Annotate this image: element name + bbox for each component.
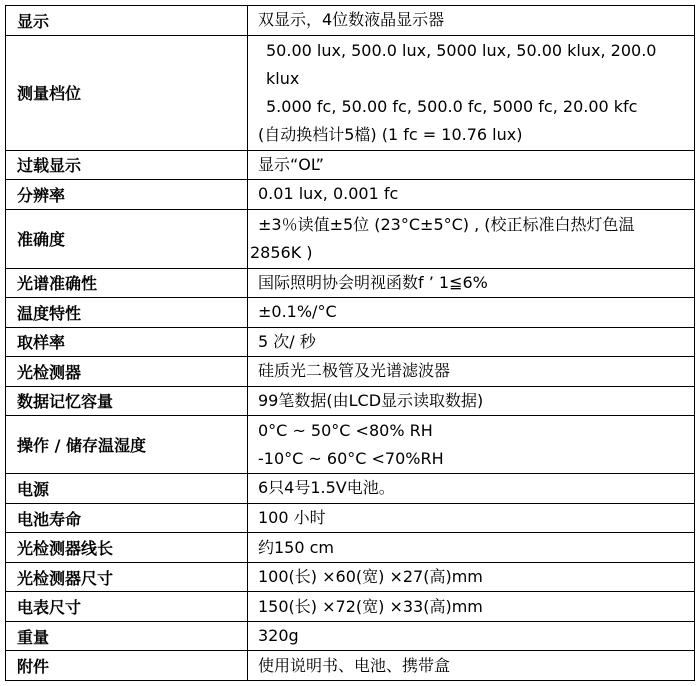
row-label: 光检测器尺寸 — [6, 562, 248, 592]
table-row — [6, 592, 695, 622]
row-value: 5 次/ 秒 — [248, 327, 695, 357]
table-row — [6, 180, 695, 210]
row-label: 光检测器线长 — [6, 533, 248, 563]
table-row — [6, 150, 695, 180]
table-row — [6, 562, 695, 592]
table-row — [6, 209, 695, 268]
table-row — [6, 268, 695, 298]
table-row — [6, 503, 695, 533]
row-value: 使用说明书、电池、携带盒 — [248, 651, 695, 681]
row-value: ±0.1%/°C — [248, 298, 695, 328]
table-row — [6, 533, 695, 563]
row-label: 取样率 — [6, 327, 248, 357]
row-label: 光谱准确性 — [6, 268, 248, 298]
row-value: 国际照明协会明视函数f ’ 1≦6% — [248, 268, 695, 298]
row-label: 光检测器 — [6, 357, 248, 387]
row-value: 150(长) ×72(宽) ×33(高)mm — [248, 592, 695, 622]
row-value: 0.01 lux, 0.001 fc — [248, 180, 695, 210]
row-label: 显示 — [6, 6, 248, 36]
row-label: 准确度 — [6, 209, 248, 268]
table-row — [6, 6, 695, 36]
table-row — [6, 621, 695, 651]
row-label: 附件 — [6, 651, 248, 681]
row-label: 过载显示 — [6, 150, 248, 180]
row-label: 温度特性 — [6, 298, 248, 328]
row-value: 99笔数据(由LCD显示读取数据) — [248, 386, 695, 416]
row-label: 电源 — [6, 474, 248, 504]
row-value: ±3％读值±5位 (23°C±5°C) , (校正标准白热灯色温 2856K ) — [248, 209, 695, 268]
row-value: 6只4号1.5V电池。 — [248, 474, 695, 504]
row-value: 约150 cm — [248, 533, 695, 563]
table-row — [6, 651, 695, 681]
row-value: 显示“OL” — [248, 150, 695, 180]
table-row — [6, 474, 695, 504]
row-value: 100(长) ×60(宽) ×27(高)mm — [248, 562, 695, 592]
row-label: 操作 / 储存温湿度 — [6, 416, 248, 474]
spec-table — [5, 5, 695, 681]
row-value: 320g — [248, 621, 695, 651]
row-label: 测量档位 — [6, 35, 248, 150]
table-row — [6, 327, 695, 357]
row-value: 硅质光二极管及光谱滤波器 — [248, 357, 695, 387]
table-row — [6, 357, 695, 387]
row-label: 分辨率 — [6, 180, 248, 210]
row-value: 0°C ~ 50°C <80% RH -10°C ~ 60°C <70%RH — [248, 416, 695, 474]
table-row — [6, 35, 695, 150]
row-label: 重量 — [6, 621, 248, 651]
row-label: 电表尺寸 — [6, 592, 248, 622]
row-label: 电池寿命 — [6, 503, 248, 533]
row-value: 双显示，4位数液晶显示器 — [248, 6, 695, 36]
table-row — [6, 386, 695, 416]
table-row — [6, 416, 695, 474]
table-row — [6, 298, 695, 328]
row-value: 100 小时 — [248, 503, 695, 533]
row-label: 数据记忆容量 — [6, 386, 248, 416]
row-value: 50.00 lux, 500.0 lux, 5000 lux, 50.00 klux, 200.0 klux 5.000 fc, 50.00 fc, 500.0 fc, 5000 fc, 20.00 kfc (自动换档计5檔) (1 fc = 10.76 lux) — [248, 35, 695, 150]
